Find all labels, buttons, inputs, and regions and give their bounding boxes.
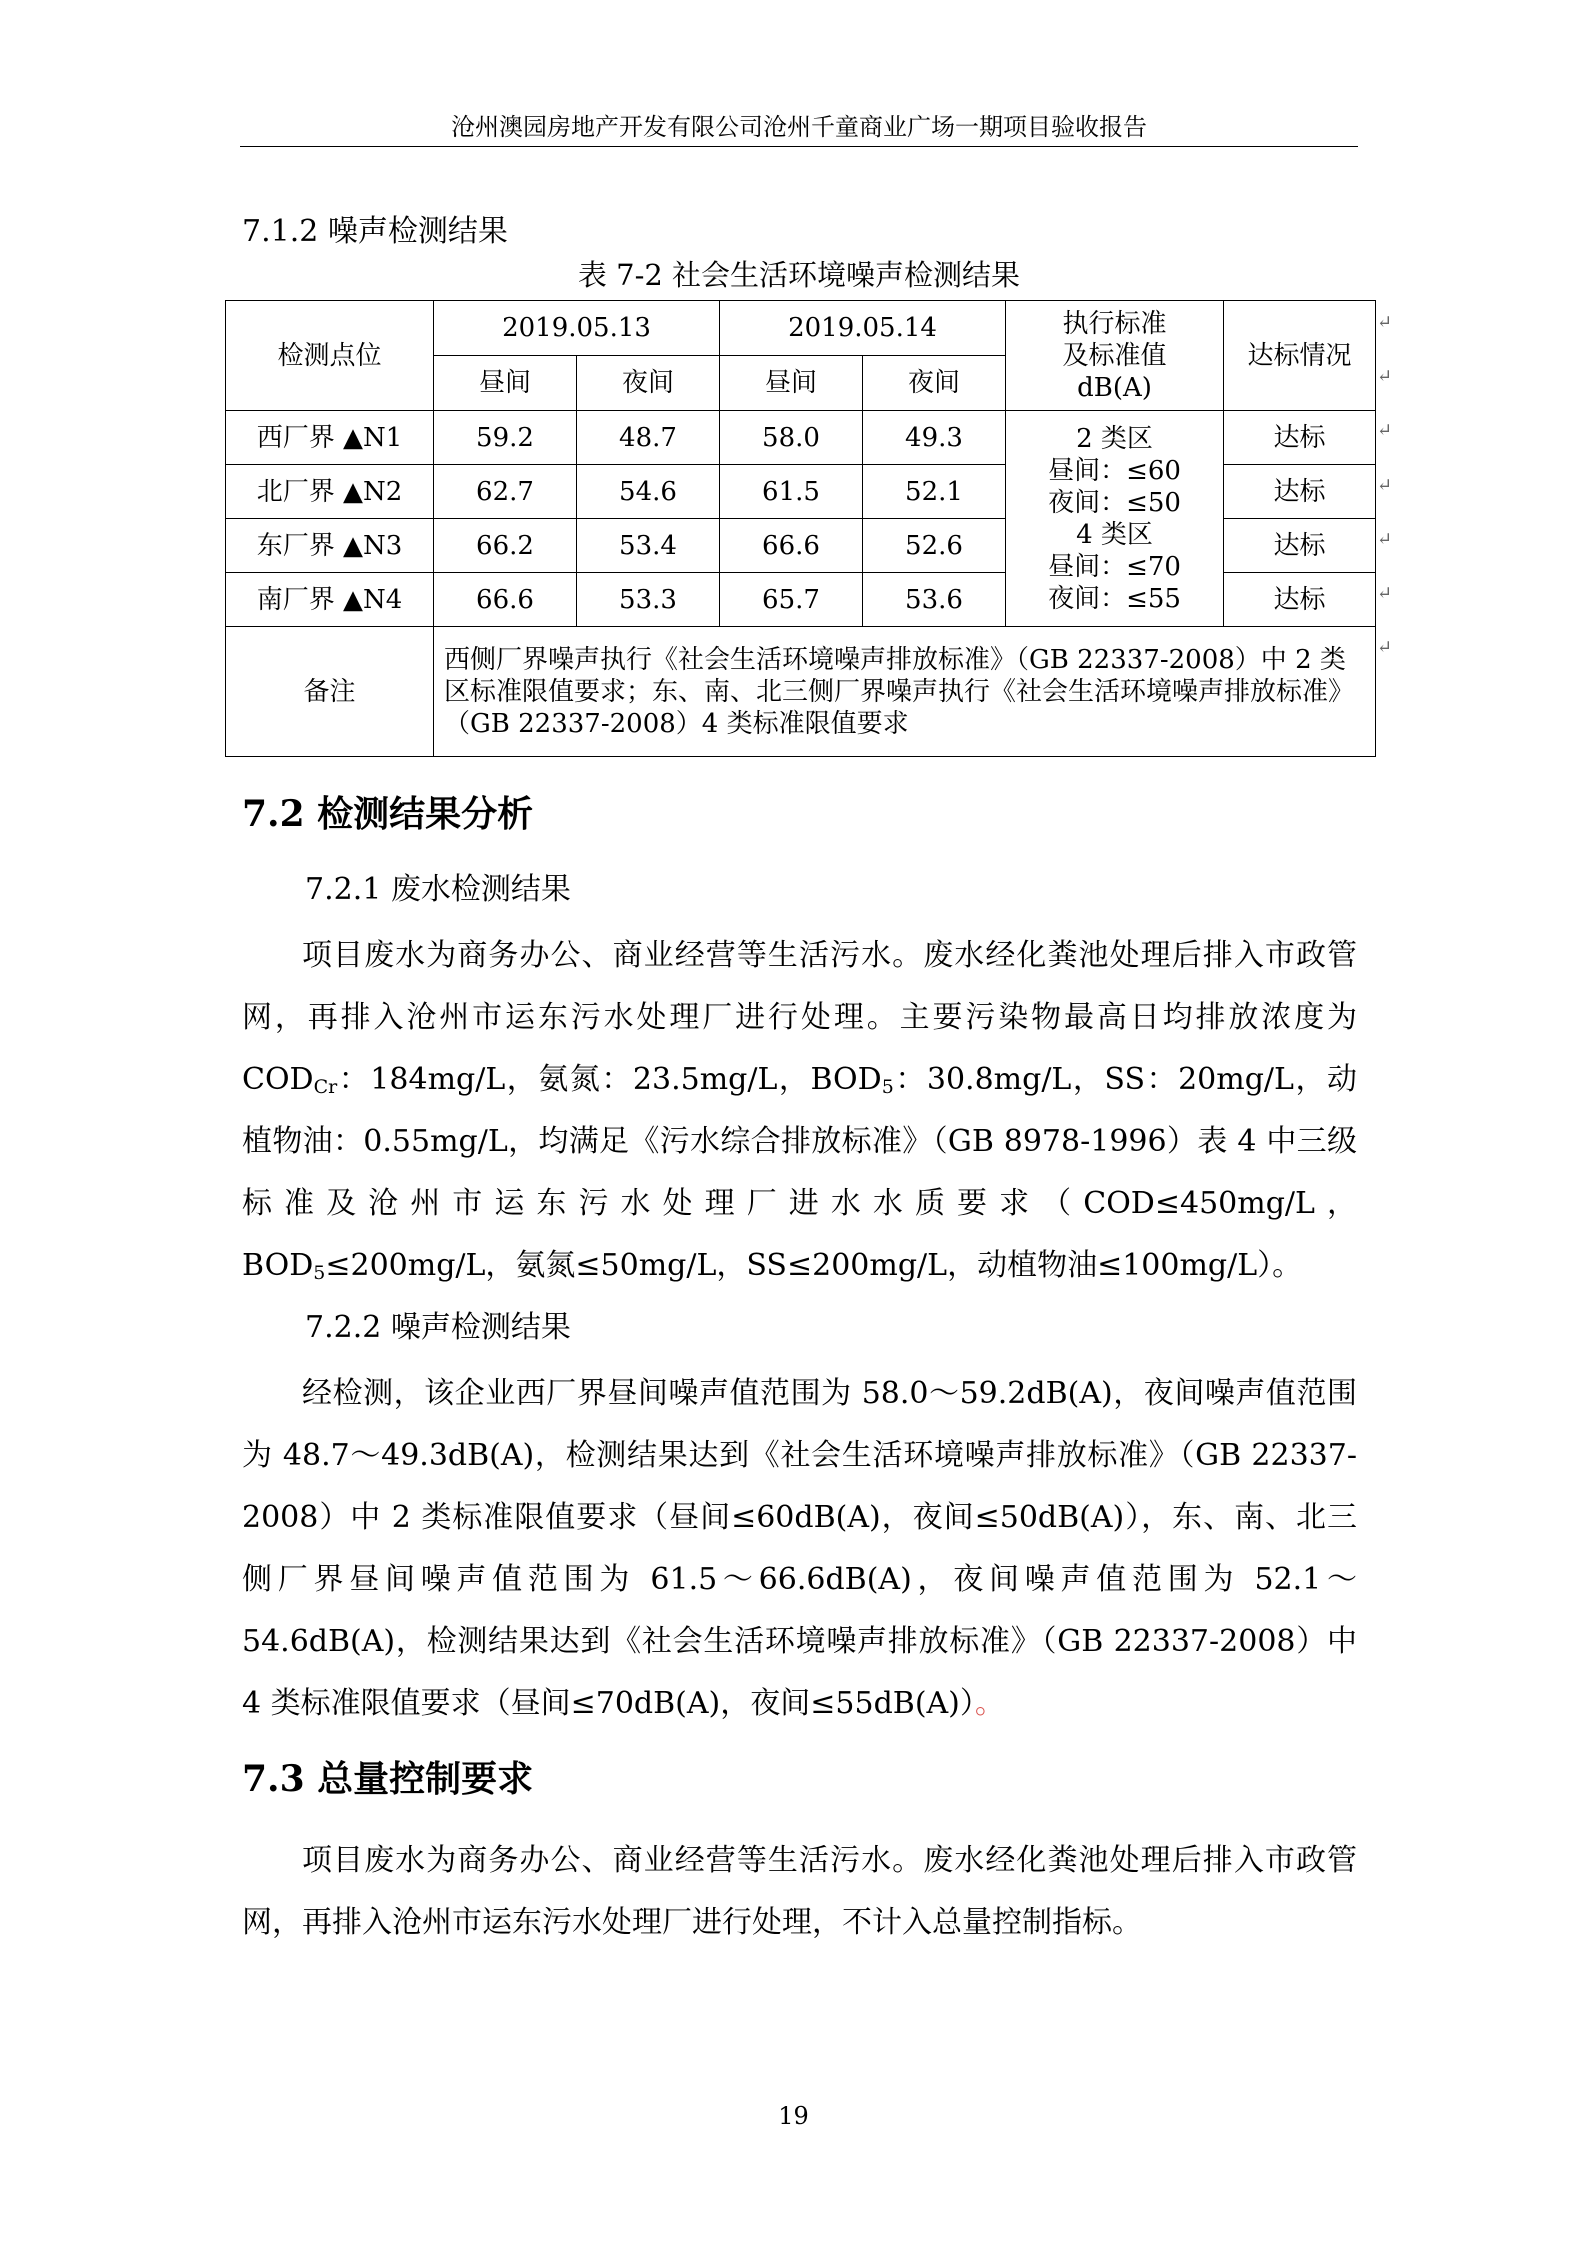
cell-point: 南厂界 ▲N4	[226, 573, 434, 627]
header-point: 检测点位	[226, 301, 434, 411]
cell-value: 49.3	[863, 411, 1006, 465]
cell-value: 52.6	[863, 519, 1006, 573]
table-remark-row	[226, 627, 1376, 757]
cell-value: 61.5	[720, 465, 863, 519]
paragraph-mark-icon: ↵	[1377, 475, 1393, 496]
standard-line: 夜间：≤55	[1048, 583, 1181, 614]
cell-value: 66.6	[720, 519, 863, 573]
header-result: 达标情况	[1224, 301, 1376, 411]
table-header-row	[226, 301, 1376, 356]
subsection-heading-7-2-2: 7.2.2 噪声检测结果	[305, 1310, 571, 1345]
cell-value: 53.6	[863, 573, 1006, 627]
subscript-5: 5	[313, 1262, 326, 1284]
noise-results-table	[225, 300, 1376, 757]
header-date-1: 2019.05.13	[434, 301, 720, 356]
cell-result: 达标	[1224, 519, 1376, 573]
cell-value: 54.6	[577, 465, 720, 519]
paragraph-mark-icon: ↵	[1377, 312, 1393, 333]
paragraph-wastewater	[242, 925, 1357, 1297]
header-night-2: 夜间	[863, 356, 1006, 411]
header-day-2: 昼间	[720, 356, 863, 411]
paragraph-mark-icon: ↵	[1377, 366, 1393, 387]
cell-point: 西厂界 ▲N1	[226, 411, 434, 465]
cell-standard-value	[1006, 411, 1224, 627]
paragraph-text: ：30.8mg/L，SS：20mg/L，动植物油：0.55mg/L，均满足《污水综合排放标准》（GB 8978-1996）表 4 中三级标准及沧州市运东污水处理厂进水水质要求（COD≤450mg/L，BOD	[242, 1062, 1357, 1283]
paragraph-mark-icon: ↵	[1377, 529, 1393, 550]
cell-value: 59.2	[434, 411, 577, 465]
standard-line: 夜间：≤50	[1048, 487, 1181, 518]
section-heading-7-2: 7.2 检测结果分析	[242, 793, 534, 835]
standard-line: 4 类区	[1076, 519, 1153, 550]
subscript-cr: Cr	[313, 1076, 338, 1098]
cell-point: 东厂界 ▲N3	[226, 519, 434, 573]
cell-value: 66.6	[434, 573, 577, 627]
cell-result: 达标	[1224, 411, 1376, 465]
standard-line: 昼间：≤70	[1048, 551, 1181, 582]
standard-line: 昼间：≤60	[1048, 455, 1181, 486]
remark-text: 西侧厂界噪声执行《社会生活环境噪声排放标准》（GB 22337-2008）中 2 类区标准限值要求；东、南、北三侧厂界噪声执行《社会生活环境噪声排放标准》（GB 22337-2008）4 类标准限值要求	[434, 627, 1376, 757]
header-standard-line: 及标准值	[1062, 340, 1167, 371]
subsection-heading-7-1-2: 7.1.2 噪声检测结果	[242, 214, 508, 249]
paragraph-mark-icon: ↵	[1377, 583, 1393, 604]
header-standard-line: 执行标准	[1062, 308, 1167, 339]
running-header: 沧州澳园房地产开发有限公司沧州千童商业广场一期项目验收报告	[451, 113, 1147, 141]
paragraph-end-mark: 。	[974, 1686, 1005, 1721]
section-heading-7-3: 7.3 总量控制要求	[242, 1758, 534, 1800]
paragraph-mark-icon: ↵	[1377, 637, 1393, 658]
header-night-1: 夜间	[577, 356, 720, 411]
cell-value: 66.2	[434, 519, 577, 573]
header-standard	[1006, 301, 1224, 411]
cell-value: 53.3	[577, 573, 720, 627]
paragraph-text: 项目废水为商务办公、商业经营等生活污水。废水经化粪池处理后排入市政管网，再排入沧州市运东污水处理厂进行处理。主要污染物最高日均排放浓度为 COD	[242, 938, 1357, 1097]
header-date-2: 2019.05.14	[720, 301, 1006, 356]
cell-value: 53.4	[577, 519, 720, 573]
subscript-5: 5	[881, 1076, 894, 1098]
cell-value: 65.7	[720, 573, 863, 627]
cell-result: 达标	[1224, 465, 1376, 519]
paragraph-mark-icon: ↵	[1377, 420, 1393, 441]
remark-label: 备注	[226, 627, 434, 757]
page-number: 19	[778, 2102, 809, 2130]
header-standard-line: dB(A)	[1077, 372, 1152, 403]
paragraph-text: ：184mg/L，氨氮：23.5mg/L，BOD	[337, 1062, 882, 1097]
cell-value: 52.1	[863, 465, 1006, 519]
cell-point: 北厂界 ▲N2	[226, 465, 434, 519]
paragraph-total-control: 项目废水为商务办公、商业经营等生活污水。废水经化粪池处理后排入市政管网，再排入沧州市运东污水处理厂进行处理，不计入总量控制指标。	[242, 1843, 1357, 1940]
paragraph-text: 经检测，该企业西厂界昼间噪声值范围为 58.0～59.2dB(A)，夜间噪声值范围为 48.7～49.3dB(A)，检测结果达到《社会生活环境噪声排放标准》（GB 22337-2008）中 2 类标准限值要求（昼间≤60dB(A)，夜间≤50dB(A)），东、南、北三侧厂界昼间噪声值范围为 61.5～66.6dB(A)，夜间噪声值范围为 52.1～54.6dB(A)，检测结果达到《社会生活环境噪声排放标准》（GB 22337-2008）中 4 类标准限值要求（昼间≤70dB(A)，夜间≤55dB(A)）	[242, 1376, 1357, 1721]
paragraph-text: ≤200mg/L，氨氮≤50mg/L，SS≤200mg/L，动植物油≤100mg/L）。	[325, 1248, 1303, 1283]
cell-value: 58.0	[720, 411, 863, 465]
cell-value: 48.7	[577, 411, 720, 465]
table-caption: 表 7-2 社会生活环境噪声检测结果	[577, 258, 1021, 292]
paragraph-noise	[242, 1363, 1357, 1735]
table-row	[226, 411, 1376, 465]
cell-value: 62.7	[434, 465, 577, 519]
cell-result: 达标	[1224, 573, 1376, 627]
header-rule	[240, 146, 1358, 147]
standard-line: 2 类区	[1076, 423, 1153, 454]
header-day-1: 昼间	[434, 356, 577, 411]
subsection-heading-7-2-1: 7.2.1 废水检测结果	[305, 872, 571, 907]
